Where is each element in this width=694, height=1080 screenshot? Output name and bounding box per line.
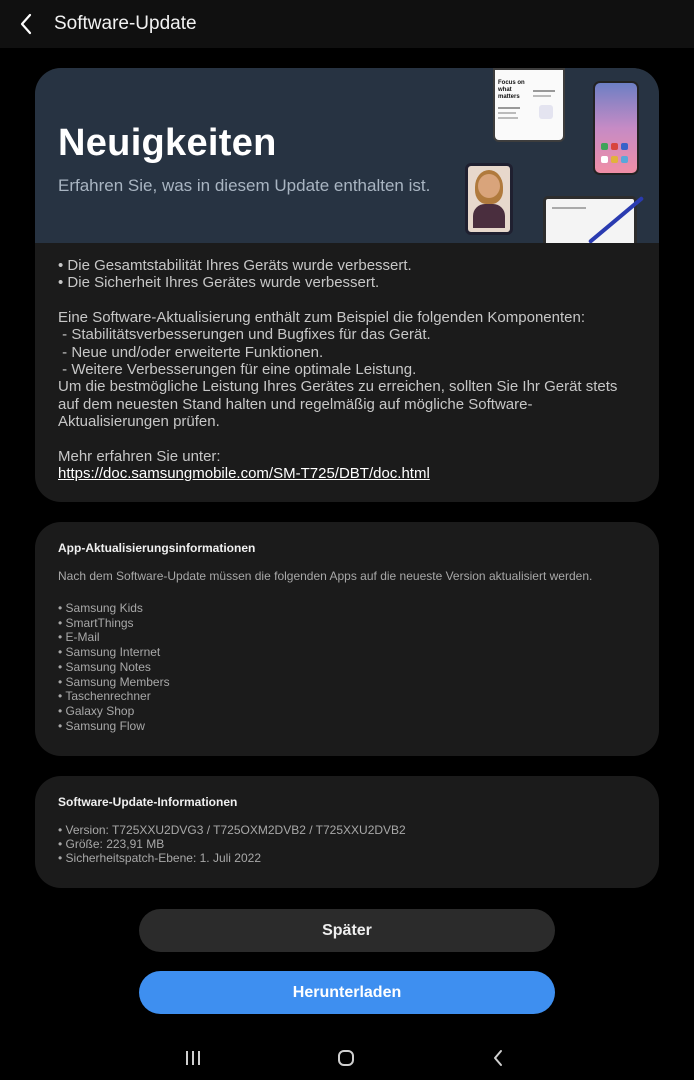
flip-phone-illustration xyxy=(465,163,513,235)
app-info-description: Nach dem Software-Update müssen die folgenden Apps auf die neueste Version aktualisiert werden. xyxy=(58,569,593,583)
news-banner xyxy=(35,68,659,243)
page-title: Software-Update xyxy=(54,13,197,34)
recents-button[interactable] xyxy=(178,1046,208,1070)
news-advice: Um die bestmögliche Leistung Ihres Gerätes zu erreichen, sollten Sie Ihr Gerät stets auf dem neuesten Stand halten und regelmäßig auf mögliche Software-Aktualisierungen prüfen. xyxy=(58,378,618,431)
sw-info-heading: Software-Update-Informationen xyxy=(58,795,238,809)
sw-size: • Größe: 223,91 MB xyxy=(58,837,165,852)
news-intro: Eine Software-Aktualisierung enthält zum Beispiel die folgenden Komponenten: xyxy=(58,308,585,326)
download-button[interactable]: Herunterladen xyxy=(139,971,555,1014)
more-info-link[interactable]: https://doc.samsungmobile.com/SM-T725/DBT/doc.html xyxy=(58,465,430,483)
system-navigation-bar xyxy=(0,1034,694,1080)
tablet-illustration xyxy=(543,196,637,243)
app-update-info-card xyxy=(35,522,659,756)
phone-device-illustration xyxy=(593,81,639,175)
software-update-info-card xyxy=(35,776,659,888)
news-component: - Weitere Verbesserungen für eine optimale Leistung. xyxy=(58,361,417,379)
list-item: • Samsung Kids xyxy=(58,601,143,615)
home-icon xyxy=(337,1049,355,1067)
back-icon xyxy=(492,1049,504,1067)
nav-back-button[interactable] xyxy=(483,1046,513,1070)
device-screen-text: Focus on what matters xyxy=(498,80,525,100)
news-component: - Stabilitätsverbesserungen und Bugfixes für das Gerät. xyxy=(58,326,431,344)
list-item: • Samsung Flow xyxy=(58,718,145,733)
recents-icon xyxy=(184,1049,202,1067)
news-title: Neuigkeiten xyxy=(58,122,277,164)
news-bullet: • Die Gesamtstabilität Ihres Geräts wurde verbessert. xyxy=(58,257,412,274)
sw-version: • Version: T725XXU2DVG3 / T725OXM2DVB2 / T725XXU2DVB2 xyxy=(58,823,406,837)
sw-security-patch: • Sicherheitspatch-Ebene: 1. Juli 2022 xyxy=(58,851,261,866)
top-app-bar xyxy=(0,0,694,48)
list-item: • Samsung Members xyxy=(58,674,170,689)
chevron-left-icon xyxy=(19,13,33,35)
news-component: - Neue und/oder erweiterte Funktionen. xyxy=(58,343,324,361)
app-info-heading: App-Aktualisierungsinformationen xyxy=(58,541,256,555)
list-item: • Galaxy Shop xyxy=(58,703,135,718)
foldable-device-illustration xyxy=(493,68,565,142)
later-button[interactable]: Später xyxy=(139,909,555,952)
list-item: • Samsung Notes xyxy=(58,659,151,674)
list-item: • Taschenrechner xyxy=(58,689,151,704)
news-card xyxy=(35,68,659,502)
list-item: • Samsung Internet xyxy=(58,645,161,660)
back-button[interactable] xyxy=(0,0,52,48)
list-item: • E-Mail xyxy=(58,630,100,645)
news-bullet: • Die Sicherheit Ihres Gerätes wurde verbessert. xyxy=(58,274,380,292)
home-button[interactable] xyxy=(331,1046,361,1070)
app-list xyxy=(58,601,636,733)
sw-info-list xyxy=(58,823,636,866)
list-item: • SmartThings xyxy=(58,615,134,630)
news-body xyxy=(35,243,659,482)
more-info-label: Mehr erfahren Sie unter: xyxy=(58,447,221,465)
news-subtitle: Erfahren Sie, was in diesem Update enthalten ist. xyxy=(58,176,431,195)
